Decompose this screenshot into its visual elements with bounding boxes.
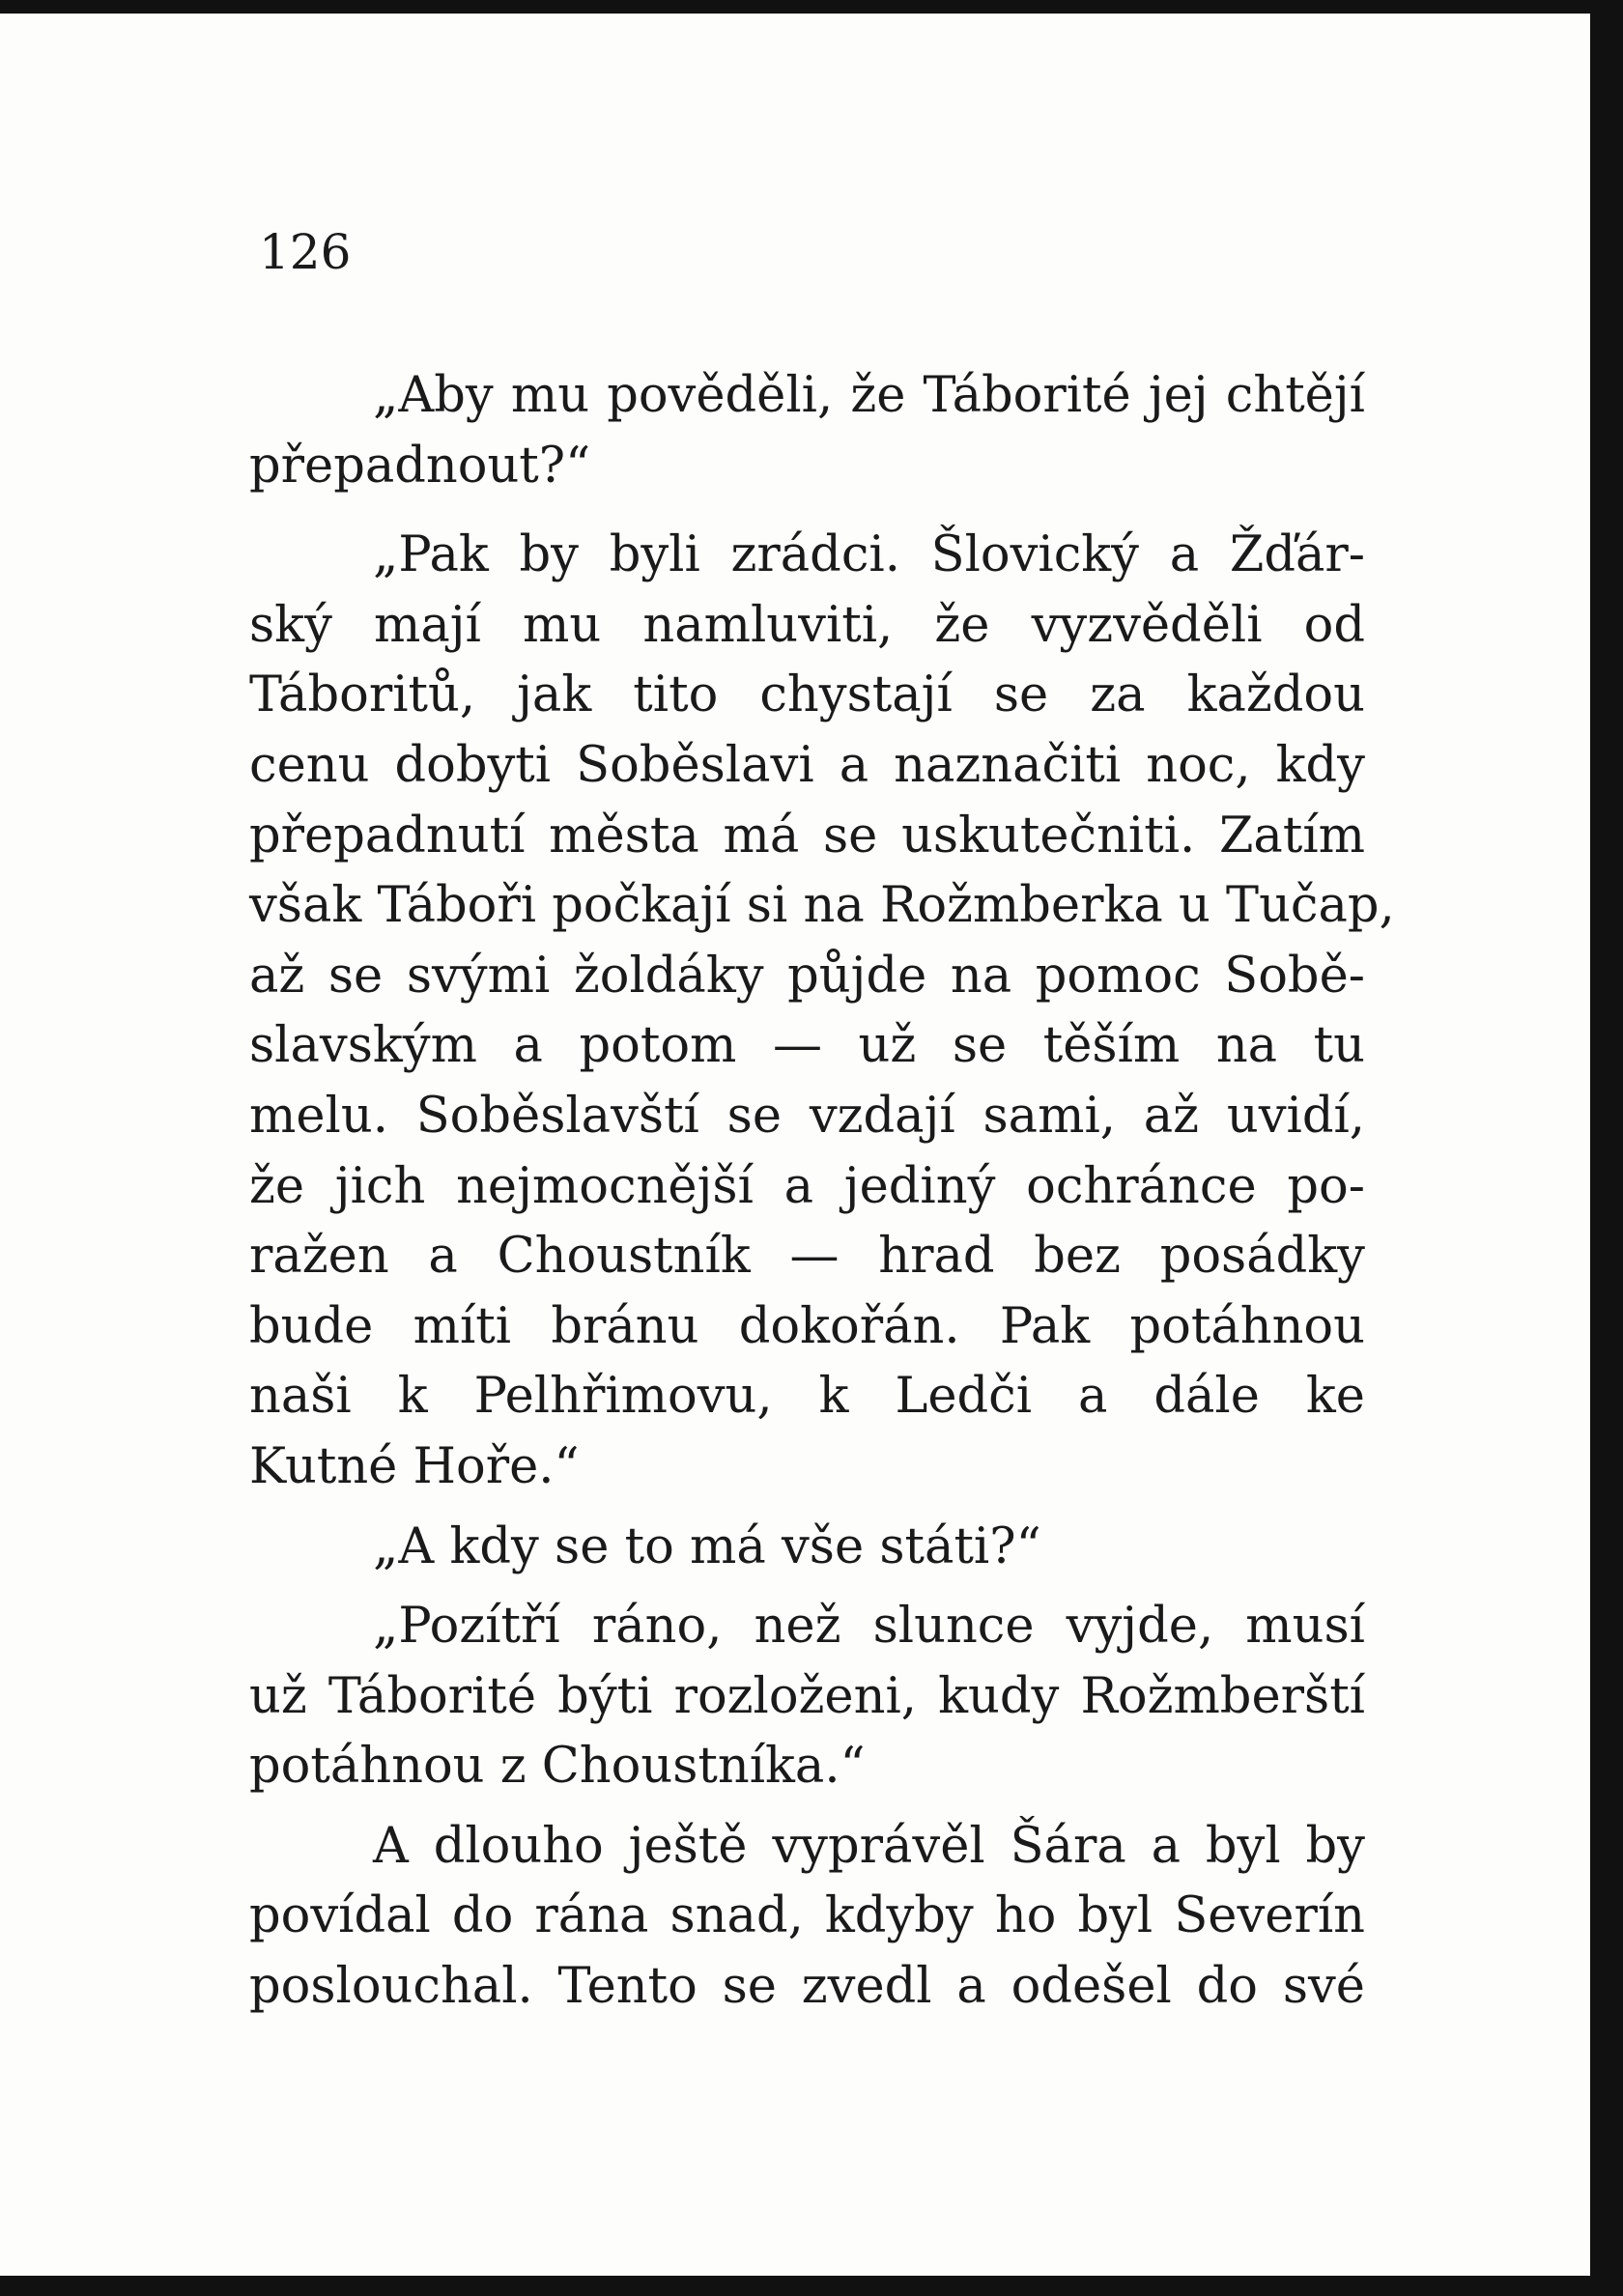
text-line: že jich nejmocnější a jediný ochránce po- bbox=[249, 1157, 1365, 1215]
text-line: už Táborité býti rozloženi, kudy Rožmberští bbox=[249, 1667, 1365, 1725]
text-line: melu. Soběslavští se vzdají sami, až uvidí, bbox=[249, 1087, 1365, 1145]
text-line: přepadnout?“ bbox=[249, 437, 591, 495]
text-line: cenu dobyti Soběslavi a naznačiti noc, kdy bbox=[249, 736, 1365, 794]
text-line: přepadnutí města má se uskutečniti. Zatím bbox=[249, 807, 1365, 865]
text-line: A dlouho ještě vyprávěl Šára a byl by bbox=[373, 1817, 1365, 1875]
body-text bbox=[249, 361, 1395, 2023]
text-line: slavským a potom — už se těším na tu bbox=[249, 1017, 1365, 1075]
text-line: až se svými žoldáky půjde na pomoc Sobě- bbox=[249, 947, 1365, 1005]
page-number: 126 bbox=[259, 224, 352, 280]
text-line: poslouchal. Tento se zvedl a odešel do své bbox=[249, 1958, 1365, 2016]
text-line: naši k Pelhřimovu, k Ledči a dále ke bbox=[249, 1368, 1365, 1426]
text-line: Kutné Hoře.“ bbox=[249, 1437, 580, 1495]
text-line: ský mají mu namluviti, že vyzvěděli od bbox=[249, 596, 1365, 654]
text-line: však Táboři počkají si na Rožmberka u Tučap, bbox=[249, 877, 1395, 935]
text-line: povídal do rána snad, kdyby ho byl Severín bbox=[249, 1887, 1365, 1945]
book-page bbox=[0, 14, 1590, 2276]
text-line: „Pak by byli zrádci. Šlovický a Žďár- bbox=[373, 526, 1365, 584]
text-line: potáhnou z Choustníka.“ bbox=[249, 1738, 866, 1796]
text-line: „A kdy se to má vše státi?“ bbox=[373, 1517, 1041, 1575]
text-line: Táboritů, jak tito chystají se za každou bbox=[249, 666, 1365, 724]
text-line: „Aby mu pověděli, že Táborité jej chtějí bbox=[373, 367, 1365, 424]
text-line: „Pozítří ráno, než slunce vyjde, musí bbox=[373, 1598, 1365, 1656]
text-line: ražen a Choustník — hrad bez posádky bbox=[249, 1228, 1365, 1286]
text-line: bude míti bránu dokořán. Pak potáhnou bbox=[249, 1297, 1365, 1355]
